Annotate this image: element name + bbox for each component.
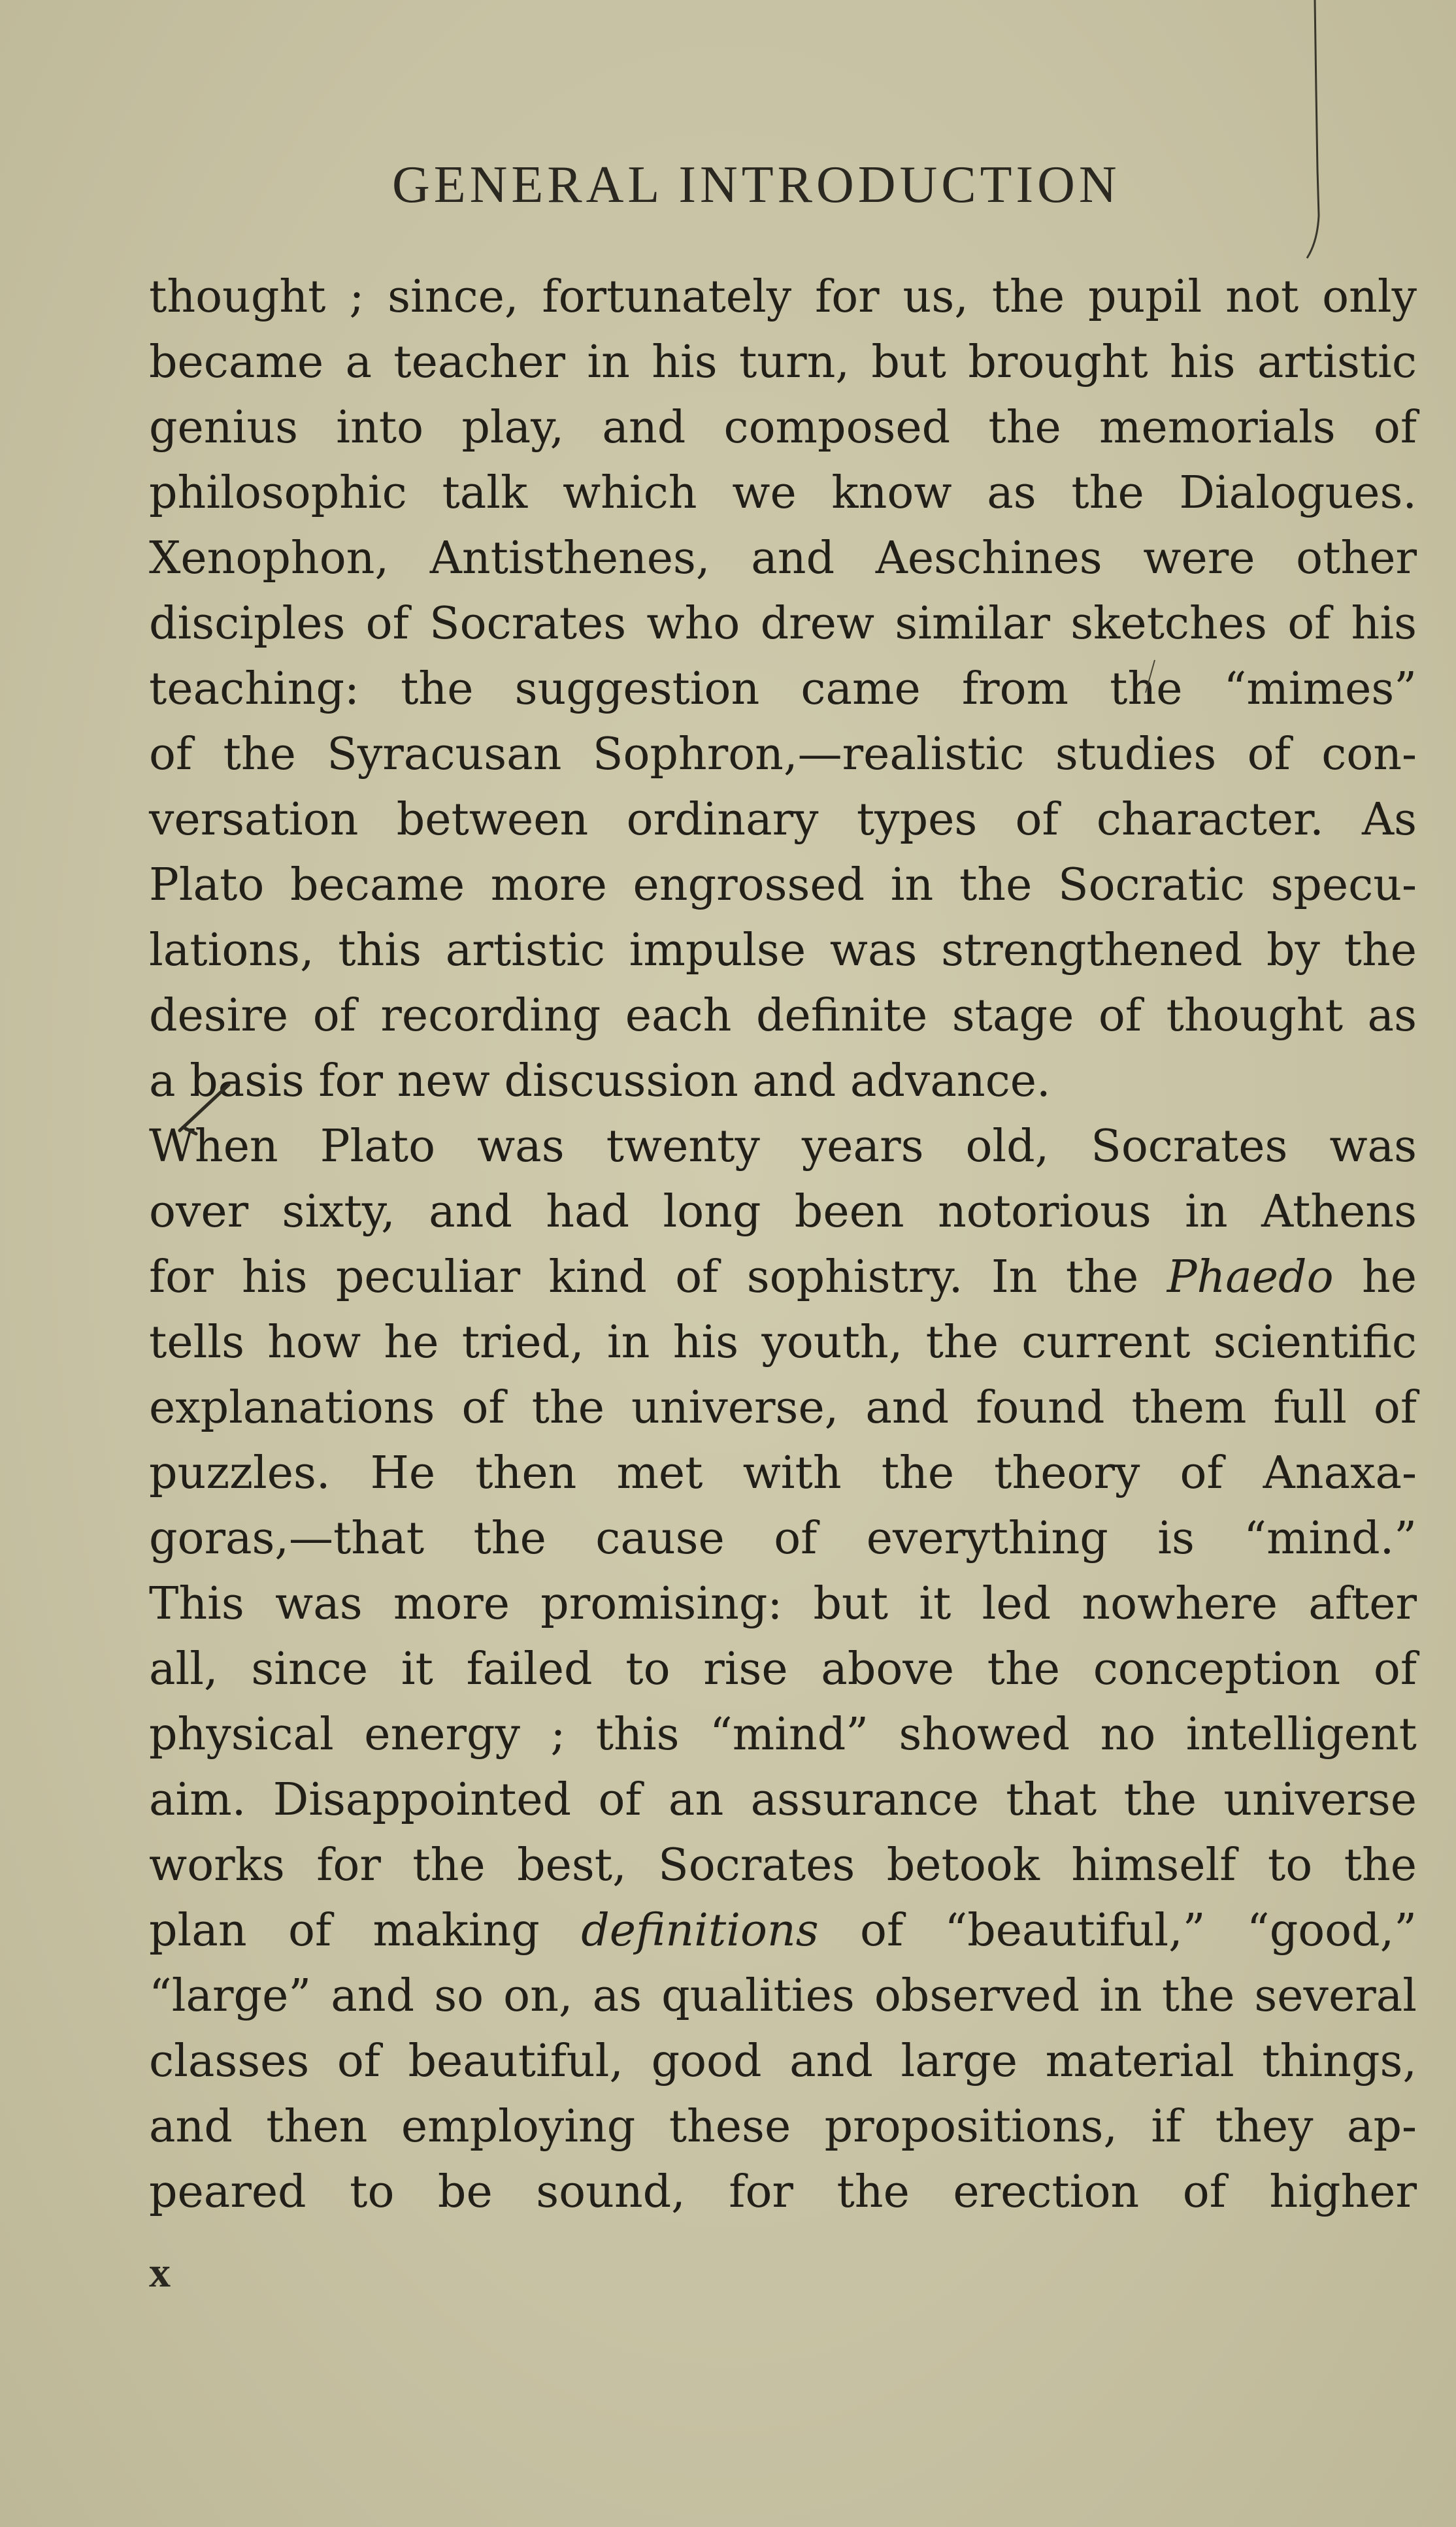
pencil-margin-line (1300, 0, 1340, 274)
text-line: of the Syracusan Sophron,—realistic studies of con- (149, 729, 1417, 780)
text-line: over sixty, and had long been notorious in Athens (149, 1186, 1417, 1238)
text-line: thought ; since, fortunately for us, the pupil not only (149, 271, 1417, 323)
page-number: x (149, 2249, 171, 2296)
running-head: GENERAL INTRODUCTION (392, 156, 1121, 214)
text-line: tells how he tried, in his youth, the current scientific (149, 1317, 1417, 1368)
text-line: and then employing these propositions, if they ap- (149, 2101, 1417, 2153)
text-line: goras,—that the cause of everything is “mind.” (149, 1513, 1417, 1564)
text-line: lations, this artistic impulse was strengthened by the (149, 925, 1417, 976)
text-line: This was more promising: but it led nowhere after (149, 1578, 1417, 1630)
text-line: works for the best, Socrates betook himself to the (149, 1840, 1417, 1891)
text-line: teaching: the suggestion came from the “mimes” (149, 663, 1417, 715)
text-line: physical energy ; this “mind” showed no intelligent (149, 1709, 1417, 1760)
line-text: he (1361, 1251, 1417, 1303)
text-line: disciples of Socrates who drew similar sketches of his (149, 598, 1417, 650)
text-line: “large” and so on, as qualities observed in the several (149, 1970, 1417, 2022)
text-line: aim. Disappointed of an assurance that the universe (149, 1774, 1417, 1826)
text-line: Xenophon, Antisthenes, and Aeschines were other (149, 533, 1417, 584)
text-line-with-italic (149, 1245, 1417, 1310)
text-line: philosophic talk which we know as the Dialogues. (149, 467, 1417, 519)
text-line-with-italic (149, 1898, 1417, 1964)
italic-definitions: definitions (581, 1905, 819, 1957)
text-line: genius into play, and composed the memorials of (149, 402, 1417, 454)
italic-title-phaedo: Phaedo (1166, 1251, 1334, 1303)
text-line: Plato became more engrossed in the Socratic specu- (149, 859, 1417, 911)
body-text (149, 265, 1417, 2225)
text-line: all, since it failed to rise above the conception of (149, 1643, 1417, 1695)
text-line: classes of beautiful, good and large material things, (149, 2036, 1417, 2087)
text-line: When Plato was twenty years old, Socrates was (149, 1121, 1417, 1172)
line-text: for his peculiar kind of sophistry. In the (149, 1251, 1139, 1303)
line-text: plan of making (149, 1905, 540, 1957)
text-line: versation between ordinary types of character. As (149, 794, 1417, 846)
line-text: of “beautiful,” “good,” (860, 1905, 1417, 1957)
text-line: a basis for new discussion and advance. (149, 1055, 1051, 1107)
text-line: puzzles. He then met with the theory of Anaxa- (149, 1447, 1417, 1499)
text-line: explanations of the universe, and found them full of (149, 1382, 1417, 1434)
text-line: desire of recording each definite stage of thought as (149, 990, 1417, 1042)
text-line: became a teacher in his turn, but brought his artistic (149, 337, 1417, 388)
text-line: peared to be sound, for the erection of higher (149, 2166, 1417, 2218)
